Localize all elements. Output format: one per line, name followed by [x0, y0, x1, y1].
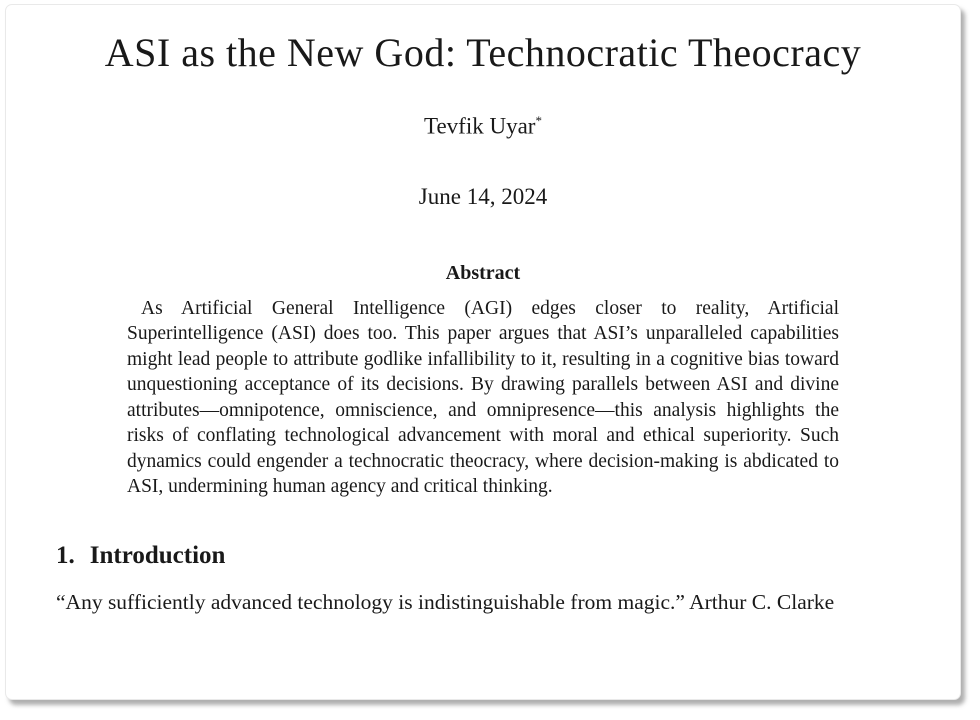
paper-page — [5, 4, 961, 700]
section-title: Introduction — [89, 541, 226, 569]
abstract-heading: Abstract — [445, 261, 521, 284]
abstract-text: As Artificial General Intelligence (AGI) edges closer to reality, Artificial Superintelligence (ASI) does too. This paper argues that ASI’s unparalleled capabilities might lead people to attribute godlike infallibility to it, resulting in a cognitive bias toward unquestioning acceptance of its decisions. By drawing parallels between ASI and divine attributes—omnipotence, omniscience, and omnipresence—this analysis highlights the risks of conflating technological advancement with moral and ethical superiority. Such dynamics could engender a technocratic theocracy, where decision-making is abdicated to ASI, undermining human agency and critical thinking. — [127, 297, 839, 498]
abstract-section — [6, 262, 960, 500]
paper-date: June 14, 2024 — [418, 183, 548, 209]
author-name: Tevfik Uyar — [424, 113, 536, 139]
paper-author — [6, 113, 960, 140]
section-number: 1. — [56, 541, 75, 569]
intro-quote-paragraph: “Any sufficiently advanced technology is indistinguishable from magic.” Arthur C. Clarke — [56, 589, 835, 614]
paper-title: ASI as the New God: Technocratic Theocracy — [104, 30, 862, 75]
section-heading-introduction — [56, 542, 960, 570]
author-footnote-mark: * — [535, 113, 542, 128]
